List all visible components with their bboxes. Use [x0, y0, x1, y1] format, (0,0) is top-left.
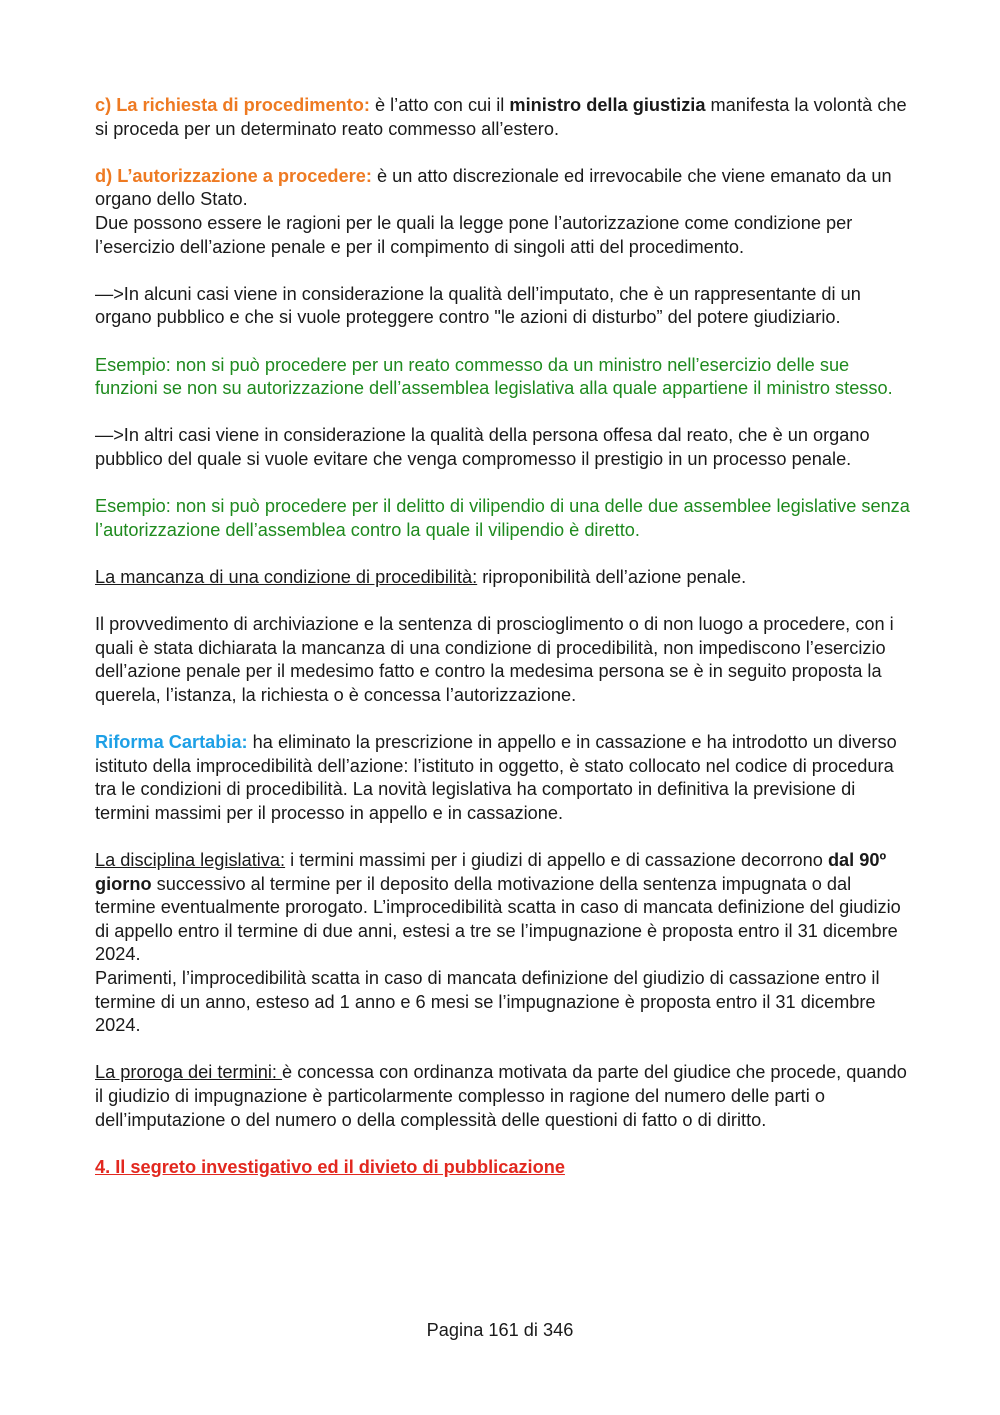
bold-text: ministro della giustizia	[509, 95, 706, 115]
document-page	[95, 94, 910, 1203]
paragraph-provvedimento: Il provvedimento di archiviazione e la sentenza di proscioglimento o di non luogo a procedere, con i quali è stata dichiarata la mancanza di una condizione di procedibilità, non impediscono l’esercizio dell’azione penale per il medesimo fatto e contro la medesima persona se è in seguito proposta la querela, l’istanza, la richiesta o è concessa l’autorizzazione.	[95, 614, 894, 705]
paragraph-riforma-cartabia	[95, 731, 910, 825]
paragraph-caso-imputato: —>In alcuni casi viene in considerazione la qualità dell’imputato, che è un rappresentante di un organo pubblico e che si vuole proteggere contro "le azioni di disturbo” del potere giudiziario.	[95, 283, 861, 328]
heading-riforma-cartabia: Riforma Cartabia:	[95, 732, 248, 753]
underlined-heading: La disciplina legislativa:	[95, 850, 286, 870]
underlined-heading: La proroga dei termini:	[95, 1062, 283, 1083]
paragraph-autorizzazione	[95, 165, 910, 212]
example-vilipendio: Esempio: non si può procedere per il delitto di vilipendio di una delle due assemblee legislative senza l’autorizzazione dell’assemblea contro la quale il vilipendio è diretto.	[95, 496, 910, 540]
paragraph-parimenti: Parimenti, l’improcedibilità scatta in caso di mancata definizione del giudizio di cassazione entro il termine di un anno, esteso ad 1 anno e 6 mesi se l’impugnazione è proposta entro il 31 dicembre 2024.	[95, 967, 880, 1036]
paragraph-mancanza-condizione	[95, 566, 910, 590]
text: manifesta la volontà che si proceda per un determinato reato commesso all’estero.	[95, 95, 907, 139]
heading-richiesta-procedimento: c) La richiesta di procedimento:	[95, 95, 370, 115]
text: riproponibilità dell’azione penale.	[477, 566, 747, 587]
bold-text: dal 90º giorno	[95, 850, 887, 894]
text: i termini massimi per i giudizi di appello e di cassazione decorrono	[285, 850, 828, 870]
text: è un atto discrezionale ed irrevocabile che viene emanato da un organo dello Stato.	[95, 165, 892, 210]
paragraph-caso-persona-offesa: —>In altri casi viene in considerazione la qualità della persona offesa dal reato, che è un organo pubblico del quale si vuole evitare che venga compromesso il prestigio in un processo penale.	[95, 425, 870, 469]
paragraph-disciplina-legislativa	[95, 849, 910, 967]
text: è l’atto con cui il	[369, 95, 510, 115]
paragraph-ragioni: Due possono essere le ragioni per le quali la legge pone l’autorizzazione come condizione per l’esercizio dell’azione penale e per il compimento di singoli atti del procedimento.	[95, 212, 853, 257]
paragraph-richiesta-procedimento	[95, 94, 910, 141]
example-ministro: Esempio: non si può procedere per un reato commesso da un ministro nell’esercizio delle sue funzioni se non su autorizzazione dell’assemblea legislativa alla quale appartiene il ministro stesso.	[95, 354, 893, 399]
page-number: Pagina 161 di 346	[426, 1320, 574, 1340]
text: ha eliminato la prescrizione in appello e in cassazione e ha introdotto un diverso istituto della improcedibilità dell’azione: l’istituto in oggetto, è stato collocato nel codice di procedura tra le condizioni di procedibilità. La novità legislativa ha comportato in definitiva la previsione di termini massimi per il processo in appello e in cassazione.	[95, 732, 897, 823]
section-title: 4. Il segreto investigativo ed il divieto di pubblicazione	[95, 1156, 565, 1177]
heading-autorizzazione: d) L’autorizzazione a procedere:	[95, 165, 372, 186]
paragraph-proroga-termini	[95, 1061, 910, 1132]
text: successivo al termine per il deposito della motivazione della sentenza impugnata o dal termine eventualmente prorogato. L’improcedibilità scatta in caso di mancata definizione del giudizio di appello entro il termine di due anni, estesi a tre se l’impugnazione è proposta entro il 31 dicembre 2024.	[95, 873, 901, 965]
text: è concessa con ordinanza motivata da parte del giudice che procede, quando il giudizio di impugnazione è particolarmente complesso in ragione del numero delle parti o dell’imputazione o del numero o della complessità delle questioni di fatto o di diritto.	[95, 1062, 907, 1130]
underlined-heading: La mancanza di una condizione di procedibilità:	[95, 566, 478, 587]
